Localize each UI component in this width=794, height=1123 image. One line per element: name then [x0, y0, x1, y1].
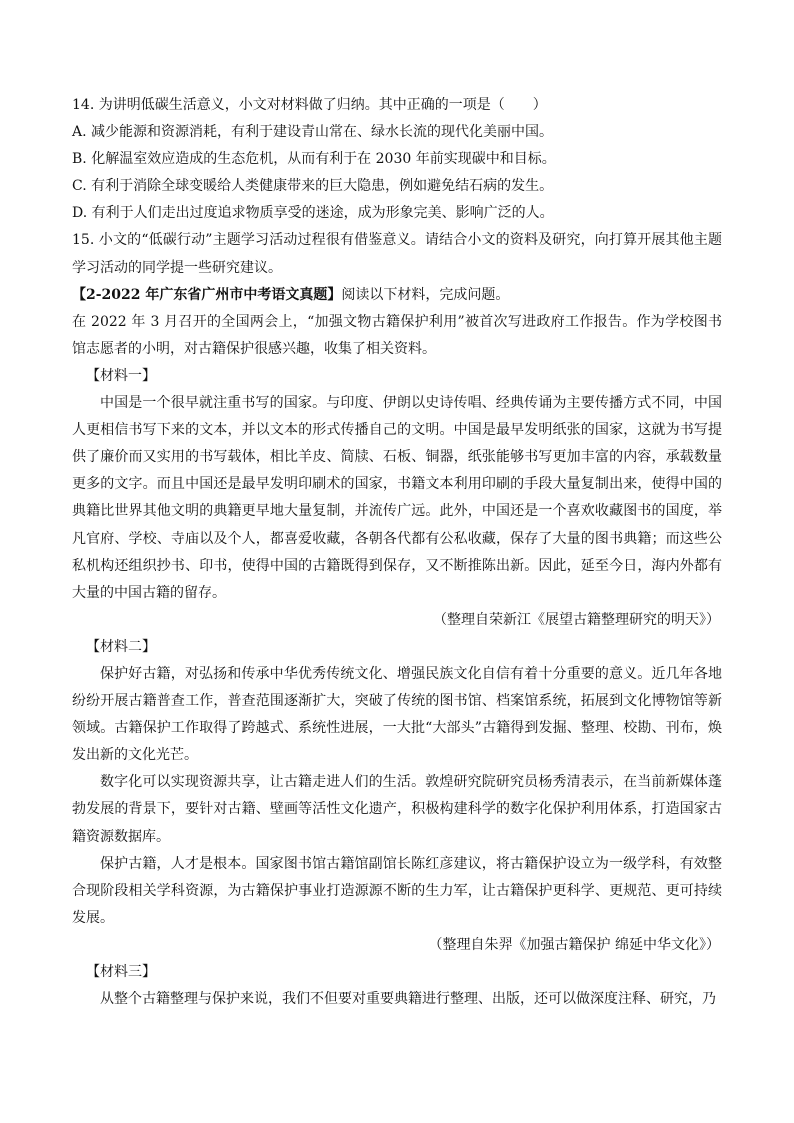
- section-intro: 在 2022 年 3 月召开的全国两会上，“加强文物古籍保护利用”被首次写进政府工作报告。作为学校图书馆志愿者的小明，对古籍保护很感兴趣，收集了相关资料。: [72, 313, 722, 357]
- question-14-option-d: D. 有利于人们走出过度追求物质享受的迷途，成为形象完美、影响广泛的人。: [72, 205, 554, 222]
- material-1-source: （整理自荣新江《展望古籍整理研究的明天》）: [433, 611, 720, 628]
- exam-source-tag: 【2-2022 年广东省广州市中考语文真题】: [72, 286, 342, 303]
- material-2-paragraph: 数字化可以实现资源共享，让古籍走进人们的生活。敦煌研究院研究员杨秀清表示，在当前新媒体蓬勃发展的背景下，要针对古籍、壁画等活性文化遗产，积极构建科学的数字化保护利用体系，打造国家古籍资源数据库。: [72, 774, 722, 845]
- question-14-option-b: B. 化解温室效应造成的生态危机，从而有利于在 2030 年前实现碳中和目标。: [72, 151, 556, 168]
- material-3-heading: 【材料三】: [86, 964, 156, 980]
- material-3-body: 从整个古籍整理与保护来说，我们不但要对重要典籍进行整理、出版，还可以做深度注释、研究，乃: [100, 991, 716, 1008]
- material-2-paragraph: 保护古籍，人才是根本。国家图书馆古籍馆副馆长陈红彦建议，将古籍保护设立为一级学科，有效整合现阶段相关学科资源，为古籍保护事业打造源源不断的生力军，让古籍保护更科学、更规范、更可持续发展。: [72, 855, 722, 926]
- reading-instruction: 阅读以下材料，完成问题。: [341, 286, 510, 303]
- question-14-option-a: A. 减少能源和资源消耗，有利于建设青山常在、绿水长流的现代化美丽中国。: [72, 124, 554, 141]
- material-2-paragraph: 保护好古籍，对弘扬和传承中华优秀传统文化、增强民族文化自信有着十分重要的意义。近几年各地纷纷开展古籍普查工作，普查范围逐渐扩大，突破了传统的图书馆、档案馆系统，拓展到文化博物馆等新领域。古籍保护工作取得了跨越式、系统性进展，一大批“大部头”古籍得到发掘、整理、校勘、刊布，焕发出新的文化光芒。: [72, 665, 722, 764]
- material-2-source: （整理自朱羿《加强古籍保护 绵延中华文化》）: [428, 936, 720, 953]
- question-15: 15. 小文的“低碳行动”主题学习活动过程很有借鉴意义。请结合小文的资料及研究，向打算开展其他主题学习活动的同学提一些研究建议。: [72, 232, 722, 276]
- section-header: [72, 282, 722, 309]
- material-2-heading: 【材料二】: [86, 638, 156, 655]
- document-page: [72, 92, 722, 1013]
- question-14-option-c: C. 有利于消除全球变暖给人类健康带来的巨大隐患，例如避免结石病的发生。: [72, 178, 554, 195]
- material-1-body: 中国是一个很早就注重书写的国家。与印度、伊朗以史诗传唱、经典传诵为主要传播方式不同，中国人更相信书写下来的文本，并以文本的形式传播自己的文明。中国是最早发明纸张的国家，这就为书写提供了廉价而又实用的书写载体，相比羊皮、简牍、石板、铜器，纸张能够书写更加丰富的内容，承载数量更多的文字。而且中国还是最早发明印刷术的国家，书籍文本利用印刷的手段大量复制出来，使得中国的典籍比世界其他文明的典籍更早地大量复制，并流传广远。此外，中国还是一个喜欢收藏图书的国度，举凡官府、学校、寺庙以及个人，都喜爱收藏，各朝各代都有公私收藏，保存了大量的图书典籍；而这些公私机构还组织抄书、印书，使得中国的古籍既得到保存，又不断推陈出新。因此，延至今日，海内外都有大量的中国古籍的留存。: [72, 395, 722, 601]
- question-14-stem: 14. 为讲明低碳生活意义，小文对材料做了归纳。其中正确的一项是（ ）: [72, 97, 547, 113]
- material-1-heading: 【材料一】: [86, 367, 156, 384]
